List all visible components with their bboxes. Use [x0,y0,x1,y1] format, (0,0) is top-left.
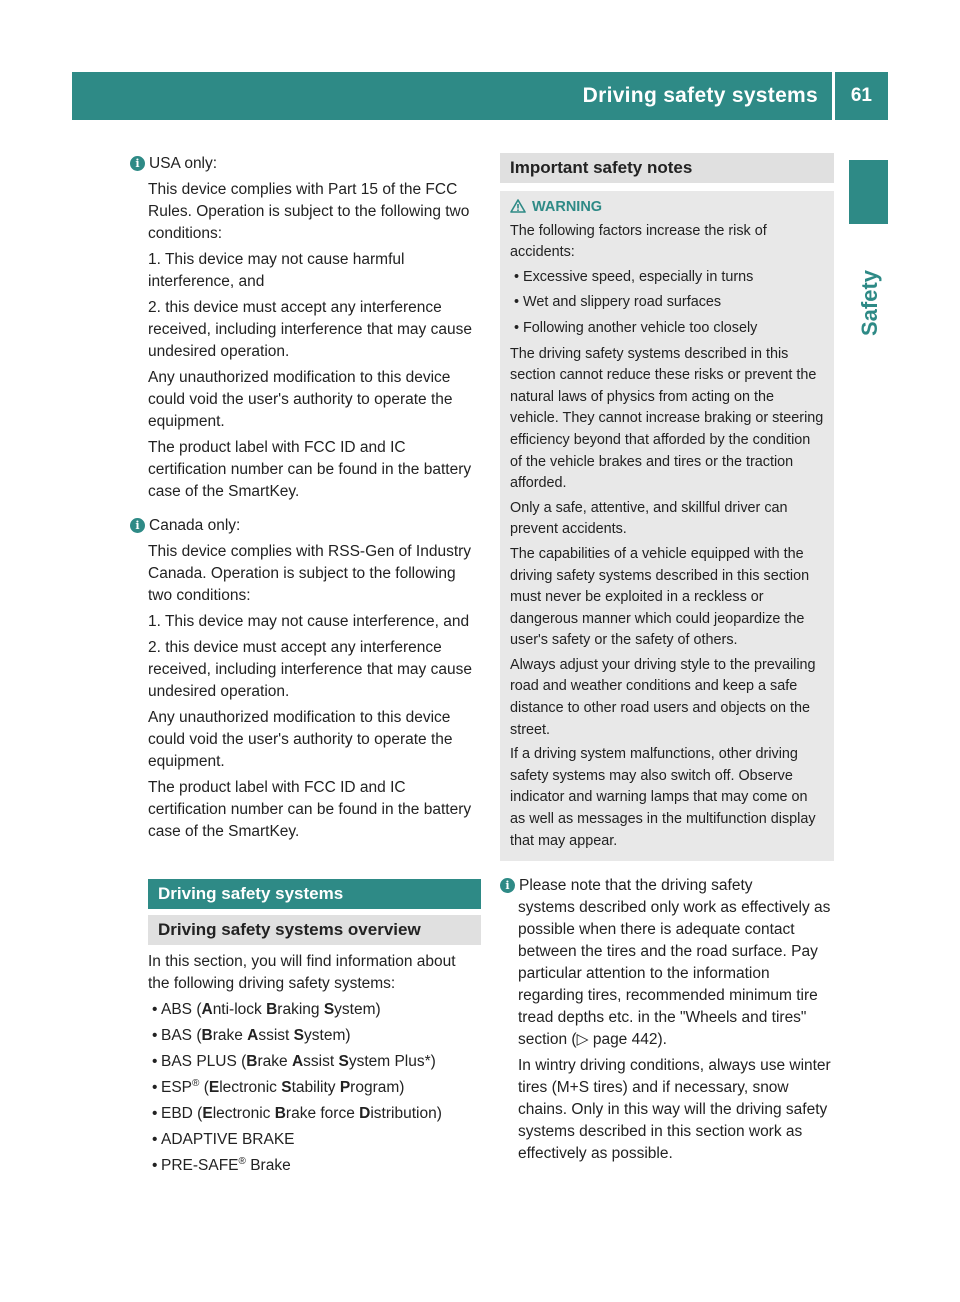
paragraph: 2. this device must accept any interference received, including interference that may cause undesired operation. [148,299,472,360]
paragraph: 2. this device must accept any interference received, including interference that may cause undesired operation. [148,639,472,700]
paragraph: systems described only work as effectively as possible when there is adequate contact between the tires and the road surface. Pay particular attention to the information regarding tires, recommended minimum tire tread depths etc. in the "Wheels and tires" section (▷ page 442). [518,899,831,1049]
list-item: • ESP® (Electronic Stability Program) [152,1077,405,1096]
warning-heading [510,197,826,219]
info-icon: i [500,878,515,893]
info-icon: i [130,518,145,533]
info-note-tires: i Please note that the driving safety [500,875,834,897]
list-item: • ADAPTIVE BRAKE [152,1131,295,1148]
page-reference-arrow-icon: ▷ [576,1031,589,1049]
page-number: 61 [850,85,872,106]
left-column [135,153,481,1181]
page-header [72,72,888,120]
list-item: • Following another vehicle too closely [514,319,758,336]
paragraph: Any unauthorized modification to this device could void the user's authority to operate the equipment. [148,369,453,430]
paragraph: 1. This device may not cause harmful interference, and [148,251,405,290]
list-item: • BAS (Brake Assist System) [152,1027,351,1044]
paragraph: 1. This device may not cause interference, and [148,613,470,630]
list-item: • Wet and slippery road surfaces [514,294,722,311]
paragraph: Any unauthorized modification to this device could void the user's authority to operate the equipment. [148,709,453,770]
header-divider [832,72,835,120]
info-heading-canada: Canada only: [149,517,241,534]
side-tab-label: Safety [857,269,882,336]
paragraph: Only a safe, attentive, and skillful driver can prevent accidents. [510,499,788,538]
warning-triangle-icon [510,199,526,213]
list-item: • PRE-SAFE® Brake [152,1155,291,1174]
paragraph: Always adjust your driving style to the prevailing road and weather conditions and keep a safe distance to other road users and objects on the street. [510,656,816,738]
paragraph: The driving safety systems described in this section cannot reduce these risks or prevent the natural laws of physics from acting on the vehicle. They cannot increase braking or steering efficiency beyond that afforded by the condition of the vehicle brakes and tires or the traction afforded. [510,345,824,492]
warning-label: WARNING [532,199,603,215]
paragraph: The product label with FCC ID and IC certification number can be found in the battery case of the SmartKey. [148,779,472,840]
section-title: Driving safety systems [148,879,481,909]
paragraph: In wintry driving conditions, always use winter tires (M+S tires) and if necessary, snow chains. Only in this way will the driving safety systems described in this section work as effectively as possible. [518,1057,831,1163]
subsection-title: Driving safety systems overview [148,915,481,945]
paragraph: If a driving system malfunctions, other driving safety systems may also switch off. Observe indicator and warning lamps that may come on as well as messages in the multifunction display that may appear. [510,746,816,849]
list-item: • ABS (Anti-lock Braking System) [152,1001,381,1018]
list-item: • BAS PLUS (Brake Assist System Plus*) [152,1053,436,1070]
paragraph: The product label with FCC ID and IC certification number can be found in the battery case of the SmartKey. [148,439,472,500]
paragraph: This device complies with RSS-Gen of Industry Canada. Operation is subject to the following two conditions: [148,543,472,604]
warning-box [500,191,834,861]
paragraph: The capabilities of a vehicle equipped with the driving safety systems described in this section must never be exploited in a reckless or dangerous manner which could jeopardize the user's safety or the safety of others. [510,545,810,649]
info-note-usa [130,153,481,175]
paragraph: In this section, you will find information about the following driving safety systems: [148,953,456,992]
info-note-canada [130,515,481,537]
subsection-title: Important safety notes [500,153,834,183]
list-item: • EBD (Electronic Brake force Distribution) [152,1105,442,1122]
header-title: Driving safety systems [582,84,818,107]
info-heading-usa: USA only: [149,155,218,172]
side-tab-marker [849,160,888,224]
info-icon: i [130,156,145,171]
list-item: • Excessive speed, especially in turns [514,268,754,285]
right-column [500,153,834,1169]
paragraph: The following factors increase the risk of accidents: [510,222,767,261]
paragraph: This device complies with Part 15 of the FCC Rules. Operation is subject to the following two conditions: [148,181,470,242]
